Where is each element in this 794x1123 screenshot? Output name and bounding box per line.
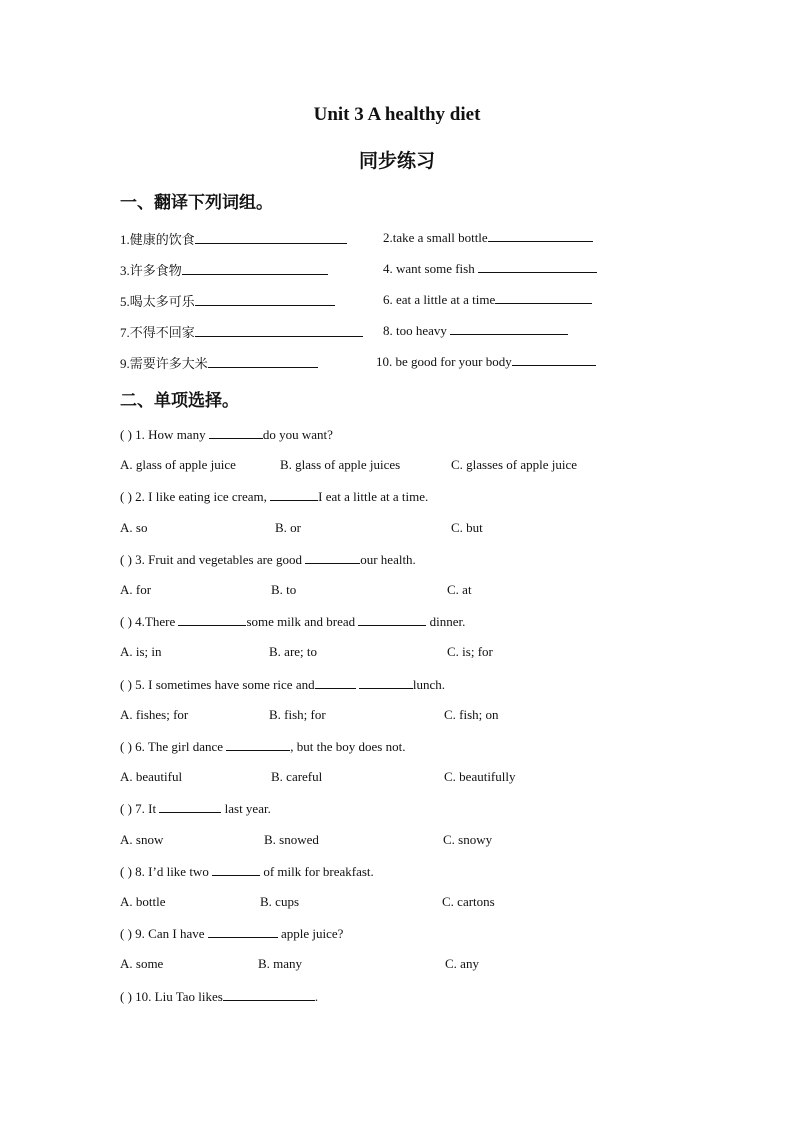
option-a[interactable]: A. bottle — [120, 894, 166, 909]
question-3: ( ) 3. Fruit and vegetables are good our health. — [120, 552, 416, 567]
option-c[interactable]: C. any — [445, 956, 479, 971]
question-8: ( ) 8. I’d like two of milk for breakfast. — [120, 864, 374, 879]
answer-paren[interactable]: ( ) — [120, 614, 132, 629]
question-4: ( ) 4.There some milk and bread dinner. — [120, 614, 466, 629]
translate-item-8: 8. too heavy — [383, 322, 568, 339]
question-2: ( ) 2. I like eating ice cream, I eat a little at a time. — [120, 489, 429, 504]
answer-paren[interactable]: ( ) — [120, 427, 132, 442]
answer-paren[interactable]: ( ) — [120, 739, 132, 754]
option-b[interactable]: B. careful — [271, 769, 323, 784]
option-b[interactable]: B. many — [258, 956, 303, 971]
option-a[interactable]: A. is; in — [120, 644, 162, 659]
option-c[interactable]: C. cartons — [442, 894, 495, 909]
translate-item-4: 4. want some fish — [383, 260, 597, 277]
option-c[interactable]: C. is; for — [447, 644, 493, 659]
answer-blank[interactable] — [305, 551, 360, 564]
answer-blank[interactable] — [209, 426, 263, 439]
option-c[interactable]: C. snowy — [443, 832, 493, 847]
answer-blank[interactable] — [495, 291, 592, 304]
question-5: ( ) 5. I sometimes have some rice and lunch. — [120, 677, 445, 692]
option-b[interactable]: B. glass of apple juices — [280, 457, 401, 472]
option-c[interactable]: C. fish; on — [444, 707, 499, 722]
answer-paren[interactable]: ( ) — [120, 801, 132, 816]
option-a[interactable]: A. beautiful — [120, 769, 183, 784]
question-10: ( ) 10. Liu Tao likes . — [120, 989, 319, 1004]
answer-blank[interactable] — [212, 863, 260, 876]
page-title: Unit 3 A healthy diet — [313, 104, 481, 125]
section-heading-translate: 一、翻译下列词组。 — [120, 193, 273, 213]
answer-paren[interactable]: ( ) — [120, 489, 132, 504]
answer-blank[interactable] — [178, 613, 246, 626]
answer-paren[interactable]: ( ) — [120, 552, 132, 567]
answer-blank[interactable] — [478, 260, 597, 273]
question-7: ( ) 7. It last year. — [120, 801, 271, 816]
answer-blank[interactable] — [226, 738, 290, 751]
option-b[interactable]: B. fish; for — [269, 707, 326, 722]
option-c[interactable]: C. but — [451, 520, 483, 535]
option-b[interactable]: B. are; to — [269, 644, 318, 659]
option-a[interactable]: A. for — [120, 582, 152, 597]
translate-item-5: 5.喝太多可乐 — [120, 291, 335, 310]
option-b[interactable]: B. or — [275, 520, 301, 535]
translate-item-3: 3.许多食物 — [120, 260, 328, 279]
answer-blank[interactable] — [159, 800, 221, 813]
answer-blank[interactable] — [195, 324, 363, 337]
option-b[interactable]: B. cups — [260, 894, 299, 909]
question-9: ( ) 9. Can I have apple juice? — [120, 926, 344, 941]
answer-paren[interactable]: ( ) — [120, 989, 132, 1004]
answer-blank[interactable] — [315, 676, 356, 689]
answer-paren[interactable]: ( ) — [120, 926, 132, 941]
answer-blank[interactable] — [358, 613, 426, 626]
answer-paren[interactable]: ( ) — [120, 677, 132, 692]
answer-blank[interactable] — [270, 488, 318, 501]
translate-item-7: 7.不得不回家 — [120, 322, 363, 341]
option-c[interactable]: C. at — [447, 582, 472, 597]
option-c[interactable]: C. beautifully — [444, 769, 516, 784]
section-heading-choice: 二、单项选择。 — [120, 391, 239, 411]
translate-item-6: 6. eat a little at a time — [383, 291, 592, 308]
question-6: ( ) 6. The girl dance , but the boy does not. — [120, 739, 406, 754]
option-b[interactable]: B. to — [271, 582, 297, 597]
translate-item-1: 1.健康的饮食 — [120, 229, 347, 248]
translate-item-9: 9.需要许多大米 — [120, 353, 318, 372]
option-a[interactable]: A. snow — [120, 832, 164, 847]
translate-item-10: 10. be good for your body — [376, 353, 596, 370]
option-a[interactable]: A. so — [120, 520, 148, 535]
answer-blank[interactable] — [182, 262, 328, 275]
answer-blank[interactable] — [208, 355, 318, 368]
answer-blank[interactable] — [512, 353, 596, 366]
answer-blank[interactable] — [223, 988, 315, 1001]
option-c[interactable]: C. glasses of apple juice — [451, 457, 577, 472]
page-subtitle: 同步练习 — [358, 150, 435, 172]
answer-blank[interactable] — [359, 676, 413, 689]
answer-paren[interactable]: ( ) — [120, 864, 132, 879]
answer-blank[interactable] — [208, 925, 278, 938]
option-a[interactable]: A. glass of apple juice — [120, 457, 236, 472]
option-a[interactable]: A. some — [120, 956, 164, 971]
translate-item-2: 2.take a small bottle — [383, 229, 593, 246]
question-1: ( ) 1. How many do you want? — [120, 427, 333, 442]
answer-blank[interactable] — [450, 322, 568, 335]
answer-blank[interactable] — [195, 293, 335, 306]
option-a[interactable]: A. fishes; for — [120, 707, 189, 722]
answer-blank[interactable] — [488, 229, 593, 242]
option-b[interactable]: B. snowed — [264, 832, 319, 847]
answer-blank[interactable] — [195, 231, 347, 244]
